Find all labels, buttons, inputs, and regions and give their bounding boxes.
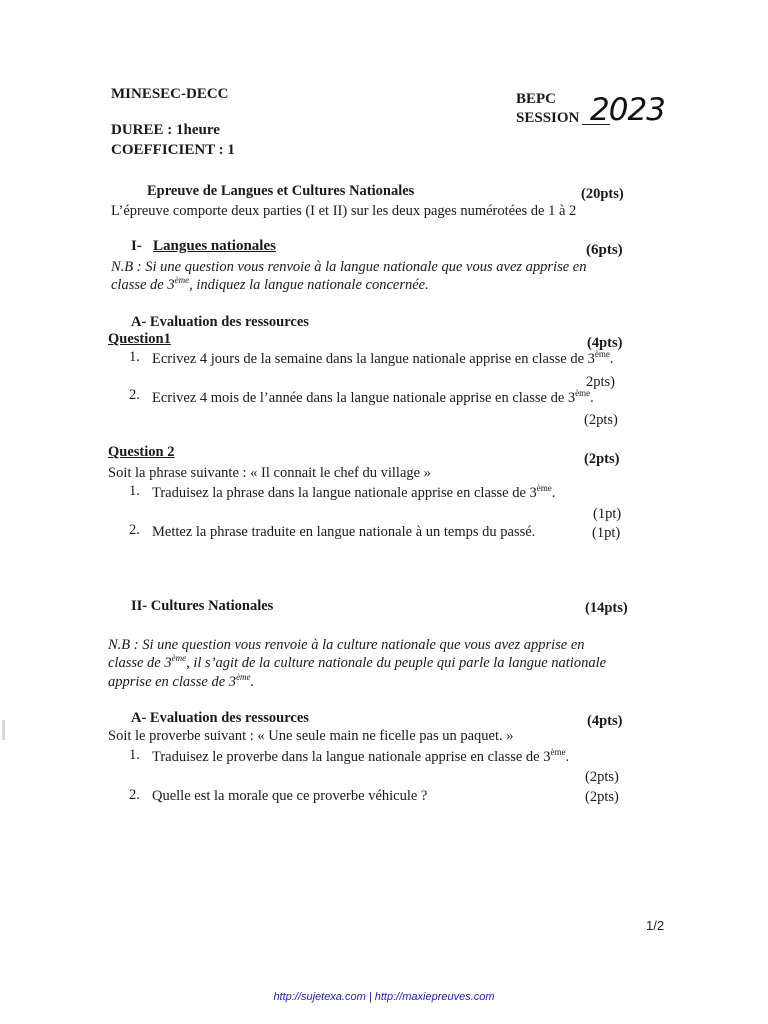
p2-item1-points: (2pts) (585, 769, 619, 785)
question2-label: Question 2 (108, 444, 175, 460)
part1-heading: Langues nationales (153, 238, 276, 254)
session-year-handwritten: 2023 (590, 92, 665, 128)
scan-artifact (2, 720, 5, 740)
part2-points: (14pts) (585, 600, 628, 616)
exam-label: BEPC (516, 91, 557, 107)
q1-item1-number: 1. (129, 349, 140, 365)
part2-nb-line2: classe de 3ème, il s’agit de la culture nationale du peuple qui parle la langue nationale (108, 653, 607, 671)
part1-section-a: A- Evaluation des ressources (131, 314, 309, 330)
ministry-label: MINESEC-DECC (111, 86, 229, 102)
q2-item2-number: 2. (129, 522, 140, 538)
part1-nb-line2: classe de 3ème, indiquez la langue nationale concernée. (111, 275, 429, 293)
exam-total-points: (20pts) (581, 186, 624, 202)
proverb-intro: Soit le proverbe suivant : « Une seule main ne ficelle pas un paquet. » (108, 728, 514, 744)
q2-item1-text: Traduisez la phrase dans la langue nationale apprise en classe de 3ème. (152, 483, 556, 501)
q1-item1-text: Ecrivez 4 jours de la semaine dans la langue nationale apprise en classe de 3ème. (152, 349, 614, 367)
question2-points: (2pts) (584, 451, 620, 467)
q2-item1-number: 1. (129, 483, 140, 499)
coefficient-label: COEFFICIENT : 1 (111, 142, 235, 158)
q1-item1-points: 2pts) (586, 374, 615, 390)
question2-intro: Soit la phrase suivante : « Il connait le chef du village » (108, 465, 431, 481)
p2-item2-text: Quelle est la morale que ce proverbe véhicule ? (152, 788, 428, 804)
question1-points: (4pts) (587, 335, 623, 351)
q1-item2-number: 2. (129, 387, 140, 403)
part1-points: (6pts) (586, 242, 623, 258)
q2-item2-text: Mettez la phrase traduite en langue nationale à un temps du passé. (152, 524, 536, 540)
footer-links[interactable]: http://sujetexa.com | http://maxiepreuves.com (273, 991, 495, 1003)
question1-label: Question1 (108, 331, 171, 347)
q2-item2-points: (1pt) (592, 525, 621, 541)
duration-label: DUREE : 1heure (111, 122, 220, 138)
part2-nb-line3: apprise en classe de 3ème. (108, 672, 255, 690)
exam-intro: L’épreuve comporte deux parties (I et II) sur les deux pages numérotées de 1 à 2 (111, 203, 577, 219)
session-label: SESSION (516, 110, 580, 126)
page-number: 1/2 (646, 918, 665, 933)
p2-item2-number: 2. (129, 787, 140, 803)
p2-item1-text: Traduisez le proverbe dans la langue nationale apprise en classe de 3ème. (152, 747, 570, 765)
part2-section-a-points: (4pts) (587, 713, 623, 729)
p2-item2-points: (2pts) (585, 789, 619, 805)
part2-nb-line1: N.B : Si une question vous renvoie à la culture nationale que vous avez apprise en (108, 637, 585, 653)
part1-numeral: I- (131, 238, 142, 254)
part2-section-a: A- Evaluation des ressources (131, 710, 309, 726)
p2-item1-number: 1. (129, 747, 140, 763)
part2-heading: II- Cultures Nationales (131, 598, 274, 614)
q1-item2-points: (2pts) (584, 412, 618, 428)
exam-title: Epreuve de Langues et Cultures Nationales (147, 183, 415, 199)
part1-nb-line1: N.B : Si une question vous renvoie à la langue nationale que vous avez apprise en (111, 259, 587, 275)
q2-item1-points: (1pt) (593, 506, 622, 522)
q1-item2-text: Ecrivez 4 mois de l’année dans la langue nationale apprise en classe de 3ème. (152, 388, 594, 406)
